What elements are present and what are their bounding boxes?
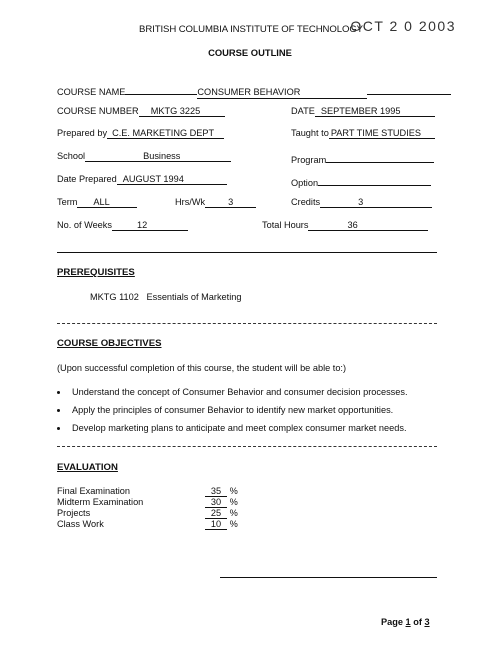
option-label: Option (291, 178, 319, 188)
date-prepared-value: AUGUST 1994 (117, 174, 227, 185)
divider-objectives (57, 446, 437, 447)
evaluation-item-name: Class Work (57, 519, 104, 529)
bullet-icon (57, 427, 60, 430)
total-hours-value: 36 (308, 220, 428, 231)
evaluation-item-value: 30 % (205, 497, 237, 508)
school-row (57, 151, 231, 162)
taught-to-row (291, 128, 435, 139)
objectives-heading: COURSE OBJECTIVES (57, 338, 162, 349)
bullet-icon (57, 391, 60, 394)
school-label: School (57, 151, 86, 161)
program-value (326, 151, 434, 163)
prepared-by-label: Prepared by (57, 128, 108, 138)
total-hours-row (262, 220, 428, 231)
hrs-wk-row (175, 197, 256, 208)
school-value: Business (85, 151, 231, 162)
date-label: DATE (291, 106, 315, 116)
weeks-label: No. of Weeks (57, 220, 112, 230)
institution-name: BRITISH COLUMBIA INSTITUTE OF TECHNOLOGY (139, 24, 363, 35)
evaluation-item-value: 35 % (205, 486, 237, 497)
date-stamp: OCT 2 0 2003 (350, 18, 456, 34)
option-value (318, 174, 431, 186)
date-value: SEPTEMBER 1995 (315, 106, 435, 117)
date-row (291, 106, 435, 117)
option-row (291, 174, 431, 188)
term-label: Term (57, 197, 78, 207)
hrs-wk-value: 3 (205, 197, 256, 208)
date-prepared-label: Date Prepared (57, 174, 117, 184)
course-number-value: MKTG 3225 (139, 106, 225, 117)
objective-item: Apply the principles of consumer Behavior to identify new market opportunities. (57, 405, 393, 415)
course-name-row (57, 83, 451, 99)
divider-prereq (57, 323, 437, 324)
evaluation-heading: EVALUATION (57, 462, 118, 473)
prerequisites-heading: PREREQUISITES (57, 267, 135, 278)
credits-value: 3 (320, 197, 432, 208)
prepared-by-row (57, 128, 224, 139)
program-row (291, 151, 434, 165)
taught-to-value: PART TIME STUDIES (329, 128, 435, 139)
prerequisite-item: MKTG 1102 Essentials of Marketing (90, 292, 242, 302)
term-value: ALL (77, 197, 137, 208)
taught-to-label: Taught to (291, 128, 329, 138)
objectives-intro: (Upon successful completion of this course, the student will be able to:) (57, 363, 347, 373)
total-hours-label: Total Hours (262, 220, 309, 230)
evaluation-item-name: Projects (57, 508, 91, 518)
date-prepared-row (57, 174, 227, 185)
credits-row (291, 197, 432, 208)
program-label: Program (291, 155, 327, 165)
objective-item: Understand the concept of Consumer Behavior and consumer decision processes. (57, 387, 408, 397)
evaluation-item-value: 25 % (205, 508, 237, 519)
course-number-row (57, 106, 225, 117)
evaluation-item-name: Final Examination (57, 486, 131, 496)
hrs-wk-label: Hrs/Wk (175, 197, 206, 207)
course-name-value: CONSUMER BEHAVIOR (197, 87, 367, 99)
bullet-icon (57, 409, 60, 412)
course-number-label: COURSE NUMBER (57, 106, 139, 116)
divider-bottom (220, 577, 437, 578)
prepared-by-value: C.E. MARKETING DEPT (107, 128, 224, 139)
page-number: Page 1 of 3 (381, 617, 430, 627)
weeks-row (57, 220, 188, 231)
evaluation-item-name: Midterm Examination (57, 497, 144, 507)
weeks-value: 12 (112, 220, 188, 231)
term-row (57, 197, 137, 208)
objective-item: Develop marketing plans to anticipate and meet complex consumer market needs. (57, 423, 407, 433)
document-title: COURSE OUTLINE (208, 47, 292, 58)
course-name-label: COURSE NAME (57, 87, 126, 97)
evaluation-item-value: 10 % (205, 519, 237, 530)
credits-label: Credits (291, 197, 321, 207)
divider-top (57, 252, 437, 253)
